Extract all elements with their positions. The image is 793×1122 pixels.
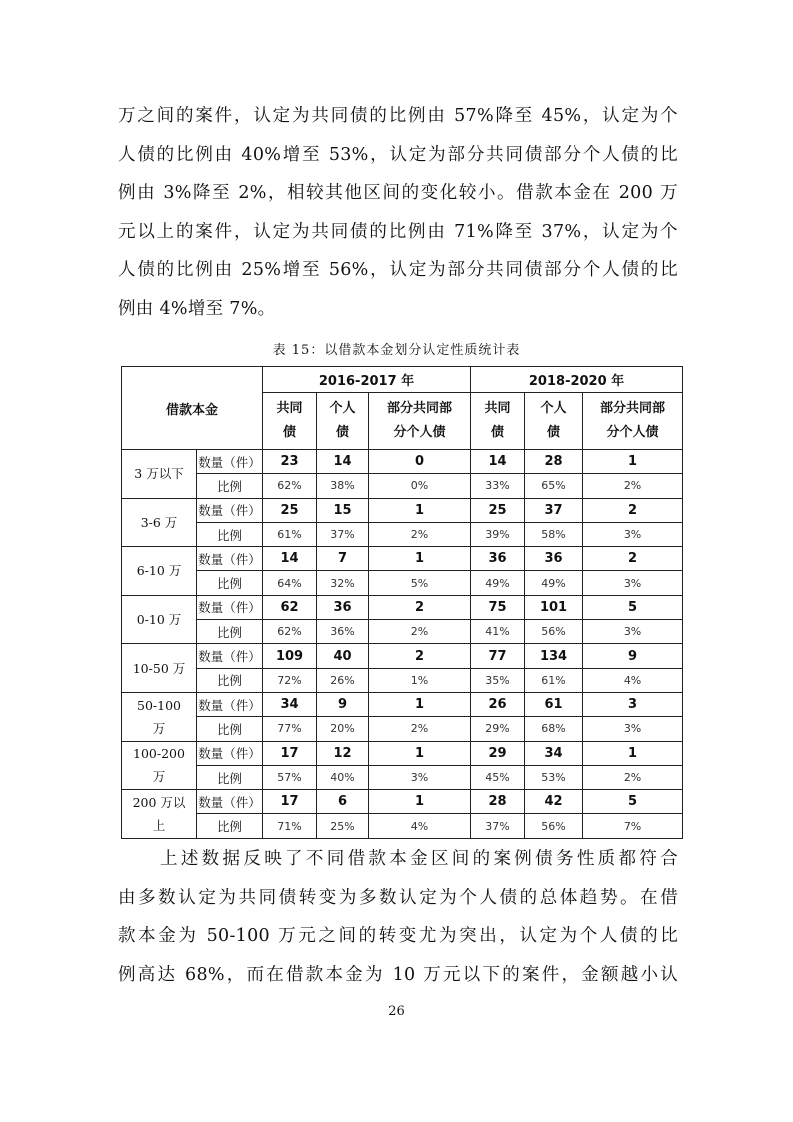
range-label-text: 0-10 万 [136, 612, 182, 628]
count-cell: 1 [369, 692, 471, 716]
count-cell: 26 [471, 692, 525, 716]
corner-header: 借款本金 [122, 367, 263, 450]
text-line: 人债的比例由 40%增至 53%，认定为部分共同债部分个人债的比 [118, 144, 678, 165]
row-label-count: 数量（件） [197, 644, 263, 668]
row-label-count: 数量（件） [197, 498, 263, 522]
ratio-cell: 64% [263, 571, 317, 595]
ratio-cell: 38% [317, 474, 369, 498]
range-label-text: 100-200 [133, 746, 185, 762]
ratio-cell: 5% [369, 571, 471, 595]
ratio-cell: 33% [471, 474, 525, 498]
period-header: 2016-2017 年 [263, 367, 471, 393]
text-line: 元以上的案件，认定为共同债的比例由 71%降至 37%，认定为个 [118, 221, 678, 242]
ratio-cell: 56% [525, 814, 583, 838]
count-cell: 0 [369, 450, 471, 474]
row-label-ratio: 比例 [197, 620, 263, 644]
ratio-cell: 57% [263, 765, 317, 789]
ratio-cell: 0% [369, 474, 471, 498]
row-label-ratio: 比例 [197, 474, 263, 498]
ratio-cell: 45% [471, 765, 525, 789]
count-cell: 25 [471, 498, 525, 522]
ratio-cell: 49% [471, 571, 525, 595]
table-caption: 表 15：以借款本金划分认定性质统计表 [272, 343, 521, 358]
ratio-cell: 20% [317, 717, 369, 741]
column-header-text: 分个人债 [393, 425, 446, 440]
ratio-cell: 2% [583, 765, 683, 789]
count-cell: 14 [471, 450, 525, 474]
ratio-cell: 71% [263, 814, 317, 838]
table-row [122, 474, 683, 498]
count-cell: 14 [263, 547, 317, 571]
range-label-text: 3-6 万 [140, 514, 178, 530]
table-row [122, 644, 683, 668]
count-cell: 40 [317, 644, 369, 668]
count-cell: 75 [471, 595, 525, 619]
count-cell: 1 [369, 547, 471, 571]
ratio-cell: 7% [583, 814, 683, 838]
ratio-cell: 25% [317, 814, 369, 838]
count-cell: 37 [525, 498, 583, 522]
range-label-text: 3 万以下 [134, 466, 184, 482]
table-row [122, 547, 683, 571]
row-label-ratio: 比例 [197, 717, 263, 741]
column-header-text: 债 [283, 425, 297, 440]
count-cell: 2 [369, 644, 471, 668]
column-header-text: 个人 [329, 401, 356, 416]
text-line: 例高达 68%，而在借款本金为 10 万元以下的案件，金额越小认 [118, 964, 678, 985]
text-line: 例由 4%增至 7%。 [118, 298, 276, 319]
ratio-cell: 62% [263, 474, 317, 498]
ratio-cell: 2% [369, 717, 471, 741]
table-row [122, 450, 683, 474]
count-cell: 36 [525, 547, 583, 571]
table-row [122, 620, 683, 644]
page-number: 26 [388, 1004, 405, 1019]
count-cell: 34 [263, 692, 317, 716]
count-cell: 42 [525, 790, 583, 814]
range-label [122, 498, 197, 547]
body-paragraph-bottom [118, 840, 678, 994]
ratio-cell: 2% [583, 474, 683, 498]
text-line: 万之间的案件，认定为共同债的比例由 57%降至 45%，认定为个 [118, 106, 678, 126]
count-cell: 17 [263, 741, 317, 765]
count-cell: 2 [583, 498, 683, 522]
column-header-text: 分个人债 [606, 425, 659, 440]
count-cell: 1 [369, 741, 471, 765]
ratio-cell: 61% [525, 668, 583, 692]
count-cell: 7 [317, 547, 369, 571]
column-header-text: 部分共同部 [387, 401, 453, 416]
ratio-cell: 4% [583, 668, 683, 692]
range-label [122, 644, 197, 693]
count-cell: 109 [263, 644, 317, 668]
count-cell: 2 [583, 547, 683, 571]
range-label-text: 10-50 万 [132, 660, 186, 676]
range-label-text: 万 [152, 720, 166, 736]
row-label-ratio: 比例 [197, 765, 263, 789]
table-row [122, 790, 683, 814]
row-label-ratio: 比例 [197, 571, 263, 595]
column-header-text: 债 [547, 425, 561, 440]
column-header [471, 393, 525, 450]
range-label [122, 450, 197, 499]
count-cell: 15 [317, 498, 369, 522]
count-cell: 36 [471, 547, 525, 571]
ratio-cell: 61% [263, 522, 317, 546]
column-header [369, 393, 471, 450]
ratio-cell: 58% [525, 522, 583, 546]
column-header [317, 393, 369, 450]
range-label-text: 50-100 [137, 697, 181, 713]
ratio-cell: 41% [471, 620, 525, 644]
column-header [263, 393, 317, 450]
table-row [122, 668, 683, 692]
count-cell: 62 [263, 595, 317, 619]
ratio-cell: 32% [317, 571, 369, 595]
period-header: 2018-2020 年 [471, 367, 683, 393]
range-label [122, 547, 197, 596]
ratio-cell: 1% [369, 668, 471, 692]
range-label-text: 200 万以 [132, 794, 186, 810]
count-cell: 77 [471, 644, 525, 668]
ratio-cell: 62% [263, 620, 317, 644]
statistics-table [121, 366, 683, 839]
count-cell: 9 [317, 692, 369, 716]
ratio-cell: 40% [317, 765, 369, 789]
row-label-count: 数量（件） [197, 595, 263, 619]
ratio-cell: 37% [471, 814, 525, 838]
column-header-text: 债 [491, 425, 505, 440]
ratio-cell: 26% [317, 668, 369, 692]
ratio-cell: 37% [317, 522, 369, 546]
ratio-cell: 3% [583, 717, 683, 741]
ratio-cell: 3% [583, 571, 683, 595]
column-header-text: 部分共同部 [600, 401, 666, 416]
ratio-cell: 36% [317, 620, 369, 644]
ratio-cell: 77% [263, 717, 317, 741]
count-cell: 17 [263, 790, 317, 814]
range-label [122, 790, 197, 839]
range-label [122, 741, 197, 790]
ratio-cell: 2% [369, 522, 471, 546]
ratio-cell: 3% [369, 765, 471, 789]
table-row [122, 741, 683, 765]
table-row [122, 595, 683, 619]
column-header-text: 共同 [276, 401, 303, 416]
count-cell: 5 [583, 595, 683, 619]
count-cell: 1 [583, 741, 683, 765]
ratio-cell: 65% [525, 474, 583, 498]
text-line: 例由 3%降至 2%，相较其他区间的变化较小。借款本金在 200 万 [118, 183, 678, 204]
ratio-cell: 49% [525, 571, 583, 595]
table-row [122, 717, 683, 741]
count-cell: 6 [317, 790, 369, 814]
table-row [122, 814, 683, 838]
count-cell: 12 [317, 741, 369, 765]
row-label-count: 数量（件） [197, 692, 263, 716]
range-label-text: 万 [152, 769, 166, 785]
count-cell: 25 [263, 498, 317, 522]
count-cell: 29 [471, 741, 525, 765]
count-cell: 14 [317, 450, 369, 474]
text-line: 款本金为 50-100 万元之间的转变尤为突出，认定为个人债的比 [118, 926, 678, 947]
column-header-text: 个人 [540, 401, 567, 416]
count-cell: 61 [525, 692, 583, 716]
row-label-count: 数量（件） [197, 741, 263, 765]
ratio-cell: 3% [583, 620, 683, 644]
range-label-text: 6-10 万 [136, 563, 182, 579]
count-cell: 36 [317, 595, 369, 619]
count-cell: 1 [369, 498, 471, 522]
column-header [583, 393, 683, 450]
count-cell: 23 [263, 450, 317, 474]
ratio-cell: 68% [525, 717, 583, 741]
text-line: 上述数据反映了不同借款本金区间的案例债务性质都符合 [160, 849, 678, 869]
text-line: 人债的比例由 25%增至 56%，认定为部分共同债部分个人债的比 [118, 260, 678, 281]
count-cell: 2 [369, 595, 471, 619]
table-body [122, 450, 683, 839]
count-cell: 3 [583, 692, 683, 716]
table-row [122, 692, 683, 716]
row-label-ratio: 比例 [197, 522, 263, 546]
table-row [122, 498, 683, 522]
ratio-cell: 39% [471, 522, 525, 546]
text-line: 由多数认定为共同债转变为多数认定为个人债的总体趋势。在借 [118, 887, 678, 908]
row-label-count: 数量（件） [197, 450, 263, 474]
ratio-cell: 53% [525, 765, 583, 789]
ratio-cell: 35% [471, 668, 525, 692]
ratio-cell: 56% [525, 620, 583, 644]
count-cell: 28 [525, 450, 583, 474]
range-label [122, 595, 197, 644]
row-label-ratio: 比例 [197, 668, 263, 692]
ratio-cell: 3% [583, 522, 683, 546]
count-cell: 34 [525, 741, 583, 765]
table-row [122, 522, 683, 546]
row-label-count: 数量（件） [197, 790, 263, 814]
range-label-text: 上 [152, 817, 166, 833]
count-cell: 28 [471, 790, 525, 814]
count-cell: 1 [369, 790, 471, 814]
column-header-text: 共同 [484, 401, 511, 416]
row-label-count: 数量（件） [197, 547, 263, 571]
range-label [122, 692, 197, 741]
count-cell: 101 [525, 595, 583, 619]
count-cell: 1 [583, 450, 683, 474]
body-paragraph-top [118, 97, 678, 329]
table-row [122, 571, 683, 595]
row-label-ratio: 比例 [197, 814, 263, 838]
table-row [122, 765, 683, 789]
column-header [525, 393, 583, 450]
count-cell: 5 [583, 790, 683, 814]
ratio-cell: 4% [369, 814, 471, 838]
column-header-text: 债 [336, 425, 350, 440]
count-cell: 9 [583, 644, 683, 668]
ratio-cell: 29% [471, 717, 525, 741]
count-cell: 134 [525, 644, 583, 668]
ratio-cell: 2% [369, 620, 471, 644]
ratio-cell: 72% [263, 668, 317, 692]
